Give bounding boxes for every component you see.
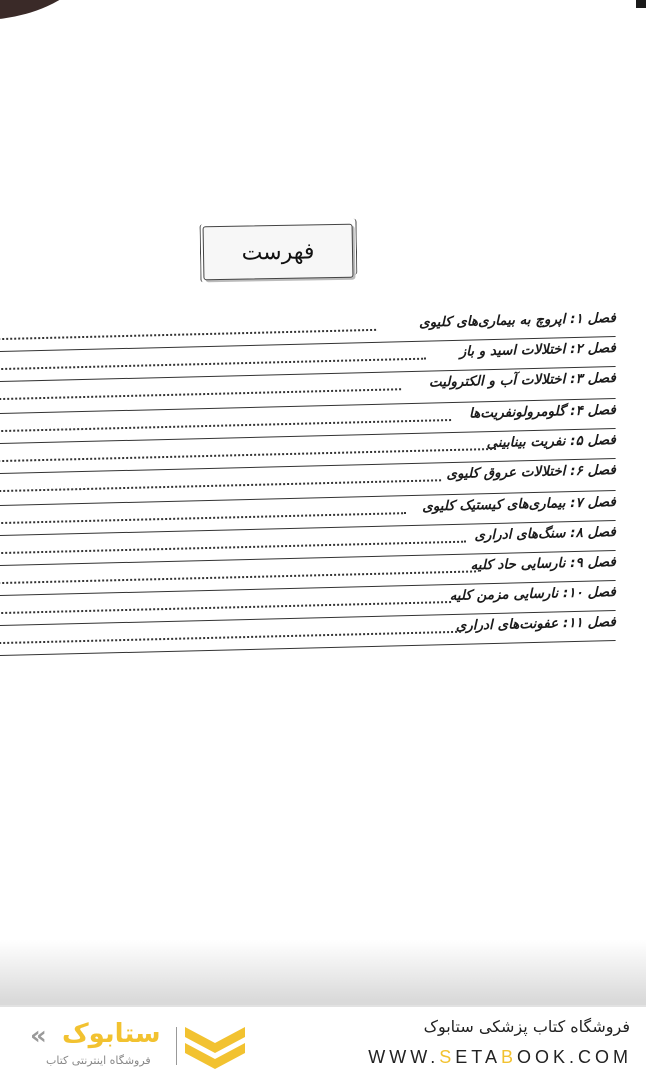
toc-entry-title: فصل ۵: نفریت بینابینی — [486, 432, 617, 452]
toc-entry-title: فصل ۳: اختلالات آب و الکترولیت — [428, 370, 617, 391]
setabook-chevron-logo-icon — [183, 1023, 247, 1069]
toc-entry-title: فصل ۱۰: نارسایی مزمن کلیه — [449, 584, 617, 605]
logo-divider — [176, 1027, 177, 1065]
url-part: WWW. — [368, 1047, 440, 1067]
dotted-leader — [0, 358, 426, 371]
toc-entry-title: فصل ۶: اختلالات عروق کلیوی — [446, 462, 617, 483]
dotted-leader — [0, 541, 466, 555]
toc-entry-title: فصل ۹: نارسایی حاد کلیه — [470, 554, 617, 574]
url-part-highlight: S — [439, 1047, 456, 1067]
footer-divider — [0, 1005, 646, 1007]
watermark-footer — [0, 1005, 646, 1079]
dotted-leader — [0, 601, 451, 614]
dotted-leader — [0, 329, 376, 341]
page-surface — [0, 0, 646, 160]
site-url[interactable] — [368, 1047, 632, 1068]
toc-heading: فهرست — [241, 238, 315, 266]
logo-wordmark: ستابوک — [62, 1019, 161, 1049]
toc-entry-title: فصل ۴: گلومرولونفریت‌ها — [468, 402, 617, 422]
dotted-leader — [0, 631, 461, 645]
toc-entry-title: فصل ۱۱: عفونت‌های ادراری — [455, 614, 617, 634]
toc-entry-title: فصل ۱: اپروچ به بیماری‌های کلیوی — [418, 310, 617, 331]
dotted-leader — [0, 570, 476, 584]
dotted-leader — [0, 448, 496, 462]
logo-subtitle: فروشگاه اینترنتی کتاب — [46, 1054, 151, 1067]
page-corner-shadow-right — [636, 0, 646, 8]
url-part: OOK.COM — [516, 1047, 632, 1067]
toc-entry-title: فصل ۲: اختلالات اسید و باز — [459, 340, 617, 360]
shop-name: فروشگاه کتاب پزشکی ستابوک — [423, 1017, 630, 1036]
dotted-leader — [0, 512, 406, 524]
dotted-leader — [0, 479, 441, 492]
dotted-leader — [0, 419, 451, 432]
double-chevron-icon: « — [30, 1021, 47, 1051]
dotted-leader — [0, 388, 401, 400]
scroll-banner — [203, 224, 354, 281]
url-part: ETA — [455, 1047, 501, 1067]
toc-entry-title: فصل ۸: سنگ‌های ادراری — [474, 524, 617, 544]
url-part-highlight: B — [500, 1047, 517, 1067]
toc-entry-title: فصل ۷: بیماری‌های کیستیک کلیوی — [421, 494, 617, 515]
